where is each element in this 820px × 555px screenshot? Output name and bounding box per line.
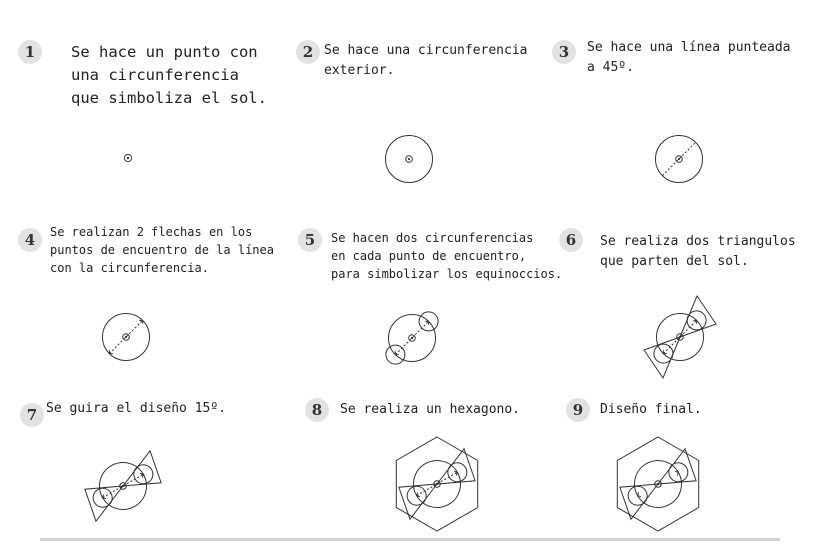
triangle-bottom bbox=[78, 477, 123, 526]
triangle-bottom bbox=[613, 475, 658, 524]
arrow-bottom-left bbox=[103, 494, 107, 498]
sun-dot bbox=[679, 336, 681, 338]
step-1-text bbox=[71, 41, 267, 110]
figure-step-4 bbox=[100, 311, 152, 363]
step-4-text bbox=[50, 223, 274, 277]
step-7-line-1: Se guira el diseño 15º. bbox=[46, 401, 227, 416]
step-3-line-1: Se hace una línea punteada bbox=[587, 40, 791, 55]
sun-dot bbox=[127, 157, 129, 159]
step-1-line-1: Se hace un punto con bbox=[71, 43, 258, 61]
step-3-line-2: a 45º. bbox=[587, 60, 634, 75]
figure-step-1 bbox=[118, 148, 138, 168]
step-6-text bbox=[600, 232, 796, 272]
step-2-line-2: exterior. bbox=[324, 63, 395, 78]
step-5-text bbox=[331, 229, 562, 283]
step-1-line-3: que simboliza el sol. bbox=[71, 89, 267, 107]
triangle-top bbox=[658, 444, 703, 493]
figure-step-9 bbox=[608, 434, 708, 534]
step-1-badge: 1 bbox=[18, 40, 42, 64]
step-6-badge: 6 bbox=[559, 228, 583, 252]
step-5-badge: 5 bbox=[298, 228, 322, 252]
figure-step-2 bbox=[384, 134, 434, 184]
step-8-badge: 8 bbox=[305, 398, 329, 422]
step-9-badge: 9 bbox=[566, 398, 590, 422]
arrow-bottom-left bbox=[638, 492, 642, 496]
bottom-divider bbox=[40, 538, 780, 541]
step-4-line-1: Se realizan 2 flechas en los bbox=[50, 225, 253, 239]
step-9-line-1: Diseño final. bbox=[600, 402, 702, 417]
step-5-line-1: Se hacen dos circunferencias bbox=[331, 231, 534, 245]
figure-step-7 bbox=[80, 443, 166, 529]
step-4-line-3: con la circunferencia. bbox=[50, 261, 209, 275]
triangle-bottom bbox=[644, 337, 680, 378]
sun-dot bbox=[125, 336, 127, 338]
step-2-text bbox=[324, 41, 528, 81]
figure-step-8 bbox=[387, 434, 487, 534]
triangle-bottom bbox=[392, 475, 437, 524]
step-6-line-2: que parten del sol. bbox=[600, 254, 749, 269]
triangle-top bbox=[680, 296, 716, 337]
figure-step-5 bbox=[380, 306, 444, 370]
step-8-text bbox=[340, 400, 520, 420]
step-7-text bbox=[46, 399, 226, 419]
figure-step-3 bbox=[653, 133, 705, 185]
triangle-top bbox=[437, 444, 482, 493]
arrow-top-right bbox=[674, 471, 678, 475]
figure-step-6 bbox=[637, 294, 723, 380]
step-1-line-2: una circunferencia bbox=[71, 66, 239, 84]
step-7-badge: 7 bbox=[20, 403, 44, 427]
sun-dot bbox=[678, 158, 680, 160]
step-3-badge: 3 bbox=[552, 40, 576, 64]
step-5-line-2: en cada punto de encuentro, bbox=[331, 249, 527, 263]
step-4-line-2: puntos de encuentro de la línea bbox=[50, 243, 274, 257]
sun-dot bbox=[411, 337, 413, 339]
triangle-top bbox=[123, 446, 168, 495]
step-2-badge: 2 bbox=[296, 40, 320, 64]
step-8-line-1: Se realiza un hexagono. bbox=[340, 402, 521, 417]
step-3-text bbox=[587, 38, 791, 78]
step-2-line-1: Se hace una circunferencia bbox=[324, 43, 528, 58]
sun-dot bbox=[408, 158, 410, 160]
step-4-badge: 4 bbox=[18, 228, 42, 252]
step-9-text bbox=[600, 400, 702, 420]
step-5-line-3: para simbolizar los equinoccios. bbox=[331, 267, 563, 281]
arrow-bottom-left bbox=[417, 492, 421, 496]
step-6-line-1: Se realiza dos triangulos bbox=[600, 234, 796, 249]
